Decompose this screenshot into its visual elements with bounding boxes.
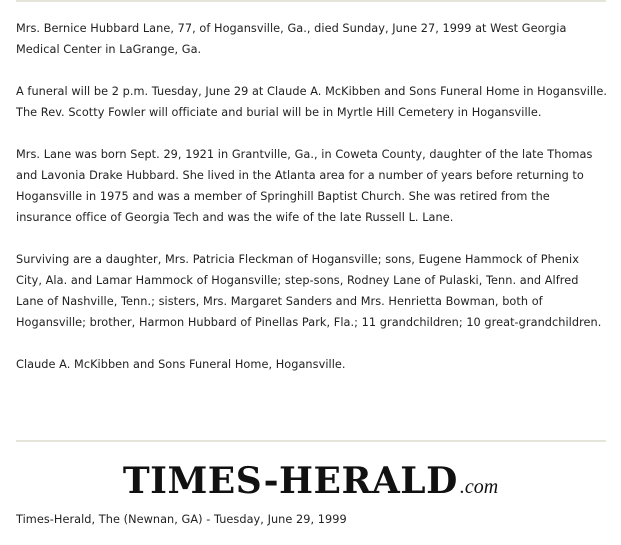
paragraph-biography: Mrs. Lane was born Sept. 29, 1921 in Grantville, Ga., in Coweta County, daughter of the late Thomas and Lavonia Drake Hubbard. She lived in the Atlanta area for a number of years before returning to Hogansville in 1975 and was a member of Springhill Baptist Church. She was retired from the insurance office of Georgia Tech and was the wife of the late Russell L. Lane. xyxy=(16,148,593,224)
logo-wordmark: TIMES-HERALD xyxy=(122,460,458,502)
paragraph-funeral-home: Claude A. McKibben and Sons Funeral Home, Hogansville. xyxy=(16,358,346,371)
source-citation: Times-Herald, The (Newnan, GA) - Tuesday, June 29, 1999 xyxy=(16,513,347,526)
bottom-divider xyxy=(16,440,606,442)
paragraph-funeral-details: A funeral will be 2 p.m. Tuesday, June 29 at Claude A. McKibben and Sons Funeral Home in Hogansville. The Rev. Scotty Fowler will officiate and burial will be in Myrtle Hill Cemetery in Hogansville. xyxy=(16,85,607,119)
top-divider xyxy=(16,0,606,2)
obituary-article xyxy=(16,18,608,375)
logo-domain-suffix: .com xyxy=(459,476,499,498)
paragraph-death-notice: Mrs. Bernice Hubbard Lane, 77, of Hogansville, Ga., died Sunday, June 27, 1999 at West Georgia Medical Center in LaGrange, Ga. xyxy=(16,22,567,56)
newspaper-logo xyxy=(0,460,621,502)
paragraph-survivors: Surviving are a daughter, Mrs. Patricia Fleckman of Hogansville; sons, Eugene Hammock of Phenix City, Ala. and Lamar Hammock of Hogansville; step-sons, Rodney Lane of Pulaski, Tenn. and Alfred Lane of Nashville, Tenn.; sisters, Mrs. Margaret Sanders and Mrs. Henrietta Bowman, both of Hogansville; brother, Harmon Hubbard of Pinellas Park, Fla.; 11 grandchildren; 10 great-grandchildren. xyxy=(16,253,602,329)
